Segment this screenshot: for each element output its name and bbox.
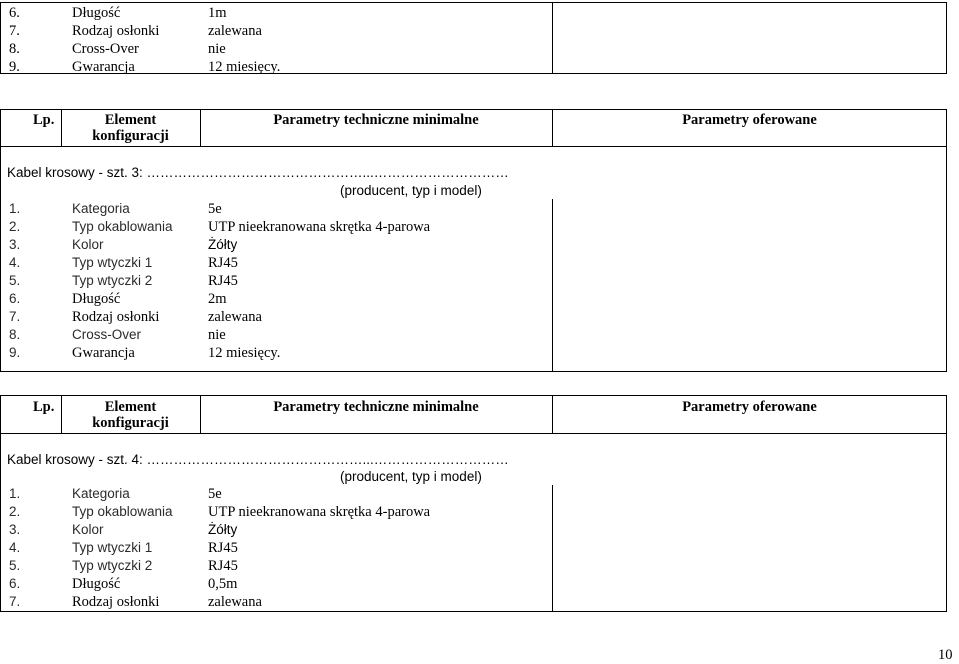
header-element: Element (104, 399, 157, 415)
item-number: 9. (9, 59, 20, 75)
section-title: Kabel krosowy - szt. 3: …………………………………………...………………………… (7, 165, 509, 180)
item-label: Kategoria (72, 201, 130, 216)
top-table-divider (552, 2, 553, 74)
header-element: Element (104, 112, 157, 128)
header-params-off: Parametry oferowane (682, 112, 817, 128)
item-number: 8. (9, 41, 20, 57)
page-number: 10 (938, 647, 953, 663)
top-list-value: nie (208, 41, 226, 57)
item-number: 4. (9, 255, 21, 270)
item-number: 6. (9, 576, 21, 591)
item-number: 8. (9, 327, 21, 342)
item-number: 9. (9, 345, 21, 360)
item-label: Typ wtyczki 2 (72, 558, 153, 573)
item-label: Typ okablowania (72, 219, 173, 234)
item-label: Długość (72, 576, 121, 592)
header-divider (0, 146, 947, 147)
item-number: 1. (9, 486, 21, 501)
top-list-item (9, 4, 20, 22)
header-divider (0, 433, 947, 434)
top-list-label: Cross-Over (72, 41, 139, 57)
item-value: 2m (208, 291, 227, 307)
item-number: 2. (9, 219, 21, 234)
item-value: RJ45 (208, 558, 238, 574)
item-number: 6. (9, 5, 20, 21)
item-value: RJ45 (208, 273, 238, 289)
item-value: 5e (208, 486, 222, 502)
item-number: 7. (9, 594, 21, 609)
item-label: Typ wtyczki 1 (72, 540, 153, 555)
item-value: 12 miesięcy. (208, 345, 281, 361)
item-label: Kategoria (72, 486, 130, 501)
header-params-min: Parametry techniczne minimalne (273, 399, 479, 415)
item-label: Typ wtyczki 1 (72, 255, 153, 270)
item-value: zalewana (208, 309, 262, 325)
item-label: Rodzaj osłonki (72, 309, 160, 325)
top-list-label: Gwarancja (72, 59, 135, 75)
item-label: Długość (72, 291, 121, 307)
value-col-divider (552, 485, 553, 612)
item-label: Kolor (72, 522, 104, 537)
item-number: 2. (9, 504, 21, 519)
item-value: Żółty (208, 237, 238, 252)
header-params-min: Parametry techniczne minimalne (273, 112, 479, 128)
item-number: 1. (9, 201, 21, 216)
header-lp: Lp. (33, 399, 55, 415)
item-value: 5e (208, 201, 222, 217)
item-label: Cross-Over (72, 327, 142, 342)
top-list-value: zalewana (208, 23, 262, 39)
header-lp: Lp. (33, 112, 55, 128)
item-label: Gwarancja (72, 345, 135, 361)
table-section-1 (0, 109, 947, 372)
header-element-2: konfiguracji (92, 415, 169, 431)
item-value: zalewana (208, 594, 262, 610)
item-value: RJ45 (208, 255, 238, 271)
item-value: 0,5m (208, 576, 238, 592)
header-params-off: Parametry oferowane (682, 399, 817, 415)
item-value: UTP nieekranowana skrętka 4-parowa (208, 219, 431, 235)
item-label: Kolor (72, 237, 104, 252)
header-element-2: konfiguracji (92, 128, 169, 144)
item-number: 5. (9, 273, 21, 288)
item-value: Żółty (208, 522, 238, 537)
item-number: 3. (9, 522, 21, 537)
item-label: Typ okablowania (72, 504, 173, 519)
item-number: 7. (9, 23, 20, 39)
section-subtitle: (producent, typ i model) (340, 183, 482, 198)
section-title: Kabel krosowy - szt. 4: …………………………………………...………………………… (7, 452, 509, 467)
value-col-divider (552, 199, 553, 372)
top-list-value: 1m (208, 5, 227, 21)
item-label: Typ wtyczki 2 (72, 273, 153, 288)
top-list-label: Długość (72, 5, 121, 21)
item-value: RJ45 (208, 540, 238, 556)
item-number: 4. (9, 540, 21, 555)
section-subtitle: (producent, typ i model) (340, 469, 482, 484)
item-number: 3. (9, 237, 21, 252)
item-number: 7. (9, 309, 21, 324)
item-number: 5. (9, 558, 21, 573)
top-list-value: 12 miesięcy. (208, 59, 281, 75)
item-value: UTP nieekranowana skrętka 4-parowa (208, 504, 431, 520)
top-list-label: Rodzaj osłonki (72, 23, 160, 39)
item-label: Rodzaj osłonki (72, 594, 160, 610)
item-number: 6. (9, 291, 21, 306)
item-value: nie (208, 327, 226, 343)
